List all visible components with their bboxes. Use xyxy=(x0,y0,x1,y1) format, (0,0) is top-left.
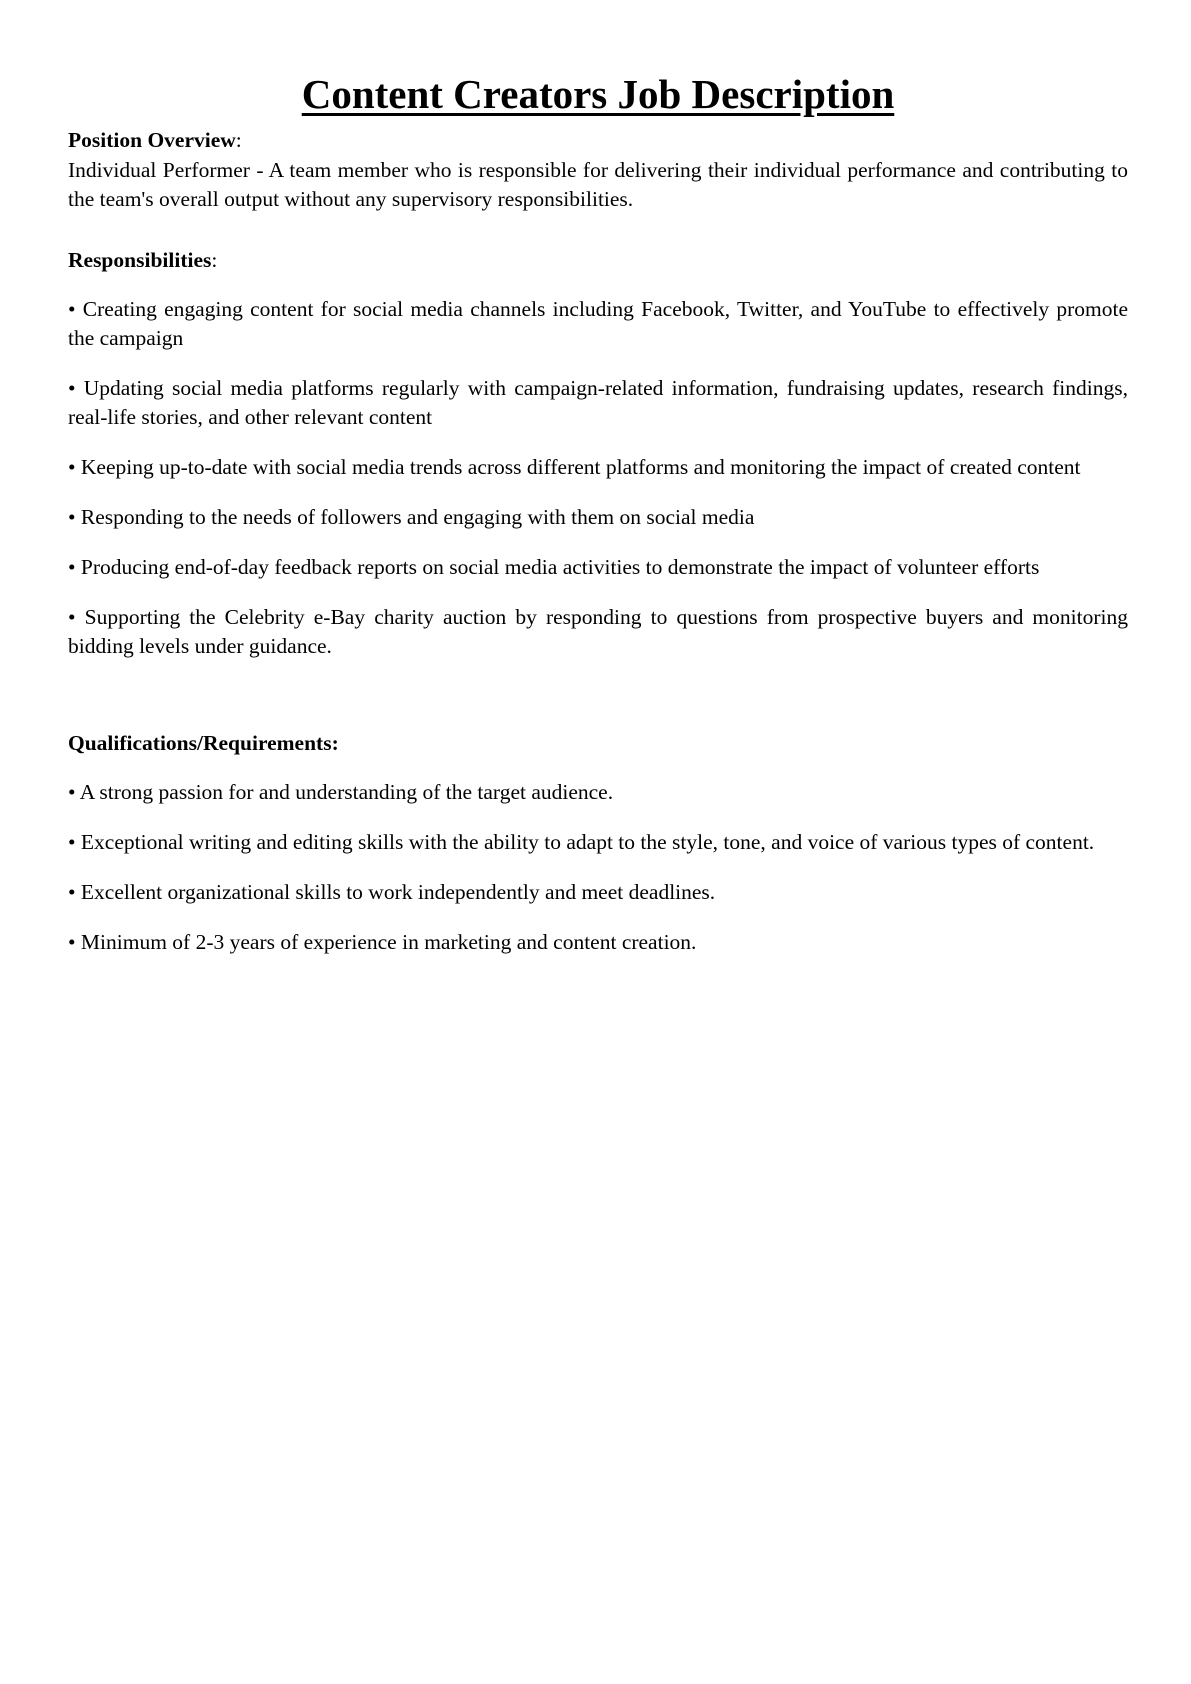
position-overview-text: Individual Performer - A team member who is responsible for delivering their individual performance and contributing to the team's overall output without any supervisory responsibilities. xyxy=(68,158,1128,211)
qualifications-list xyxy=(68,778,1128,957)
document-page xyxy=(68,68,1128,978)
list-item: • Excellent organizational skills to work independently and meet deadlines. xyxy=(68,880,716,904)
responsibilities-heading-text: Responsibilities xyxy=(68,248,212,272)
responsibilities-heading xyxy=(68,246,1128,274)
position-overview-heading-text: Position Overview xyxy=(68,128,236,152)
responsibilities-colon: : xyxy=(211,248,218,272)
qualifications-heading xyxy=(68,729,1128,757)
list-item: • Responding to the needs of followers and engaging with them on social media xyxy=(68,505,755,529)
responsibilities-list xyxy=(68,295,1128,661)
list-item: • Supporting the Celebrity e-Bay charity auction by responding to questions from prospective buyers and monitoring bidding levels under guidance. xyxy=(68,605,1128,658)
position-overview-colon: : xyxy=(235,128,242,152)
position-overview-heading xyxy=(68,126,1128,154)
document-title: Content Creators Job Description xyxy=(301,71,895,117)
list-item: • Updating social media platforms regularly with campaign-related information, fundraising updates, research findings, real-life stories, and other relevant content xyxy=(68,376,1128,429)
list-item: • Producing end-of-day feedback reports on social media activities to demonstrate the impact of volunteer efforts xyxy=(68,555,1040,579)
list-item: • Keeping up-to-date with social media trends across different platforms and monitoring the impact of created content xyxy=(68,455,1081,479)
list-item: • Minimum of 2-3 years of experience in marketing and content creation. xyxy=(68,930,697,954)
qualifications-heading-text: Qualifications/Requirements: xyxy=(68,731,339,755)
list-item: • Creating engaging content for social media channels including Facebook, Twitter, and YouTube to effectively promote the campaign xyxy=(68,297,1128,350)
list-item: • A strong passion for and understanding of the target audience. xyxy=(68,780,614,804)
list-item: • Exceptional writing and editing skills with the ability to adapt to the style, tone, and voice of various types of content. xyxy=(68,830,1095,854)
